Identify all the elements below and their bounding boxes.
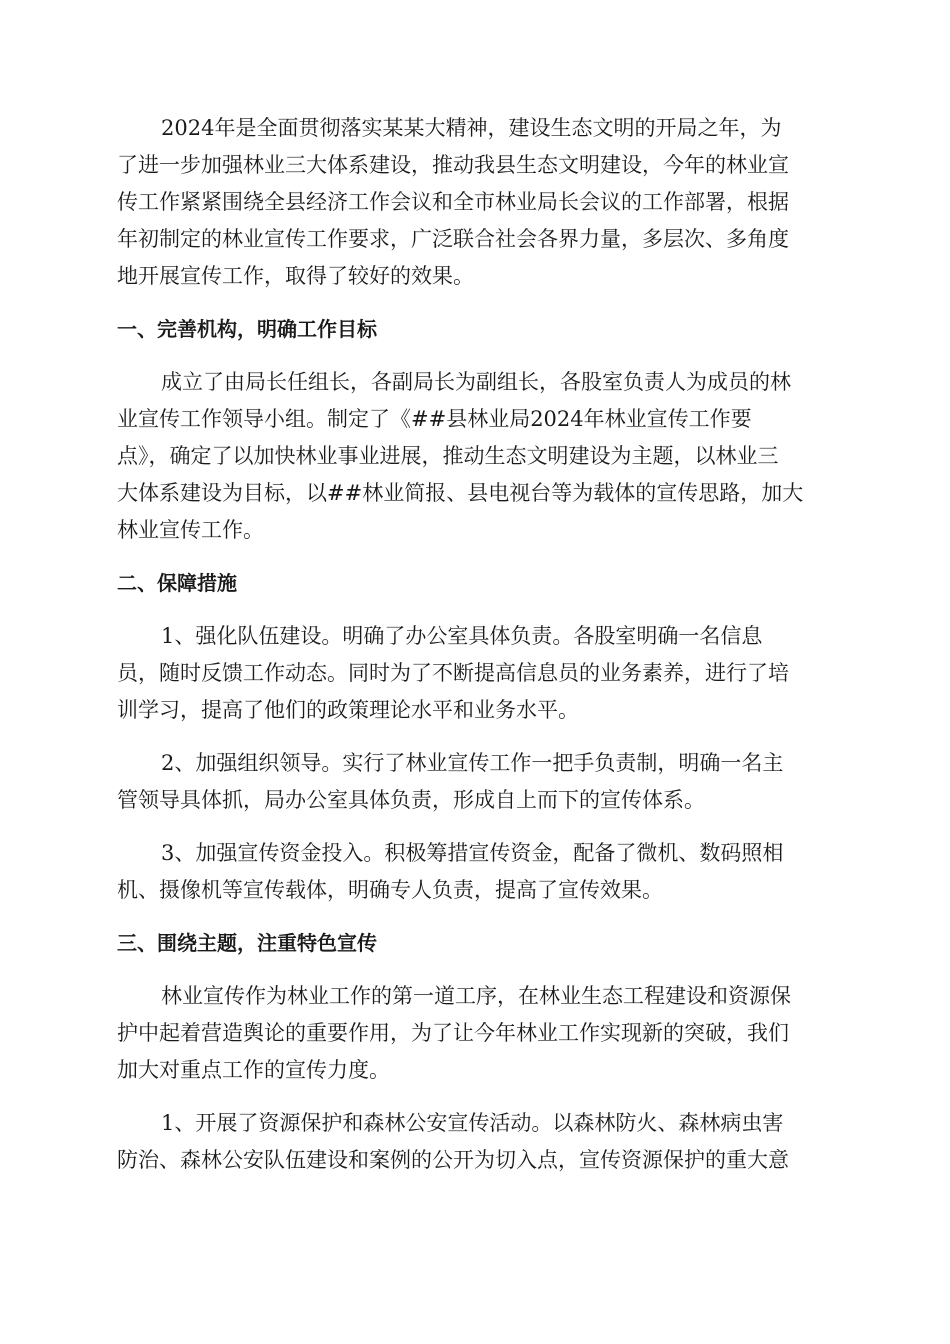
text-line: 业宣传工作领导小组。制定了《##县林业局2024年林业宣传工作要 xyxy=(117,407,752,431)
text-line: 年初制定的林业宣传工作要求，广泛联合社会各界力量，多层次、多角度 xyxy=(117,227,789,251)
section-heading-1: 一、完善机构，明确工作目标 xyxy=(117,317,377,341)
text-line: 地开展宣传工作，取得了较好的效果。 xyxy=(117,264,474,288)
text-line: 点》，确定了以加快林业事业进展，推动生态文明建设为主题，以林业三 xyxy=(117,444,779,468)
text-line: 防治、森林公安队伍建设和案例的公开为切入点，宣传资源保护的重大意 xyxy=(117,1148,789,1172)
section-1-paragraph xyxy=(117,364,833,549)
text-line: 管领导具体抓，局办公室具体负责，形成自上而下的宣传体系。 xyxy=(117,788,705,812)
text-line: 1、开展了资源保护和森林公安宣传活动。以森林防火、森林病虫害 xyxy=(161,1111,784,1135)
text-line: 传工作紧紧围绕全县经济工作会议和全市林业局长会议的工作部署，根据 xyxy=(117,190,789,214)
text-line: 大体系建设为目标，以##林业简报、县电视台等为载体的宣传思路，加大 xyxy=(117,481,804,505)
text-line: 林业宣传作为林业工作的第一道工序，在林业生态工程建设和资源保 xyxy=(161,984,791,1008)
section-2-item-2 xyxy=(117,745,833,819)
text-line: 了进一步加强林业三大体系建设，推动我县生态文明建设，今年的林业宣 xyxy=(117,153,789,177)
text-line: 2024年是全面贯彻落实某某大精神，建设生态文明的开局之年，为 xyxy=(161,116,782,140)
section-2-item-1 xyxy=(117,618,833,729)
text-line: 3、加强宣传资金投入。积极筹措宣传资金，配备了微机、数码照相 xyxy=(161,841,784,865)
section-3-item-1 xyxy=(117,1105,833,1179)
text-line: 林业宣传工作。 xyxy=(117,518,264,542)
section-heading-2: 二、保障措施 xyxy=(117,571,237,595)
text-line: 加大对重点工作的宣传力度。 xyxy=(117,1058,390,1082)
text-line: 护中起着营造舆论的重要作用，为了让今年林业工作实现新的突破，我们 xyxy=(117,1021,789,1045)
text-line: 员，随时反馈工作动态。同时为了不断提高信息员的业务素养，进行了培 xyxy=(117,661,789,685)
document-page xyxy=(117,110,833,1195)
section-3-paragraph xyxy=(117,978,833,1089)
text-line: 2、加强组织领导。实行了林业宣传工作一把手负责制，明确一名主 xyxy=(161,751,784,775)
text-line: 机、摄像机等宣传载体，明确专人负责，提高了宣传效果。 xyxy=(117,878,663,902)
text-line: 1、强化队伍建设。明确了办公室具体负责。各股室明确一名信息 xyxy=(161,624,763,648)
section-2-item-3 xyxy=(117,835,833,909)
intro-paragraph xyxy=(117,110,833,295)
section-heading-3: 三、围绕主题，注重特色宣传 xyxy=(117,931,377,955)
text-line: 成立了由局长任组长，各副局长为副组长，各股室负责人为成员的林 xyxy=(161,370,791,394)
text-line: 训学习，提高了他们的政策理论水平和业务水平。 xyxy=(117,698,579,722)
